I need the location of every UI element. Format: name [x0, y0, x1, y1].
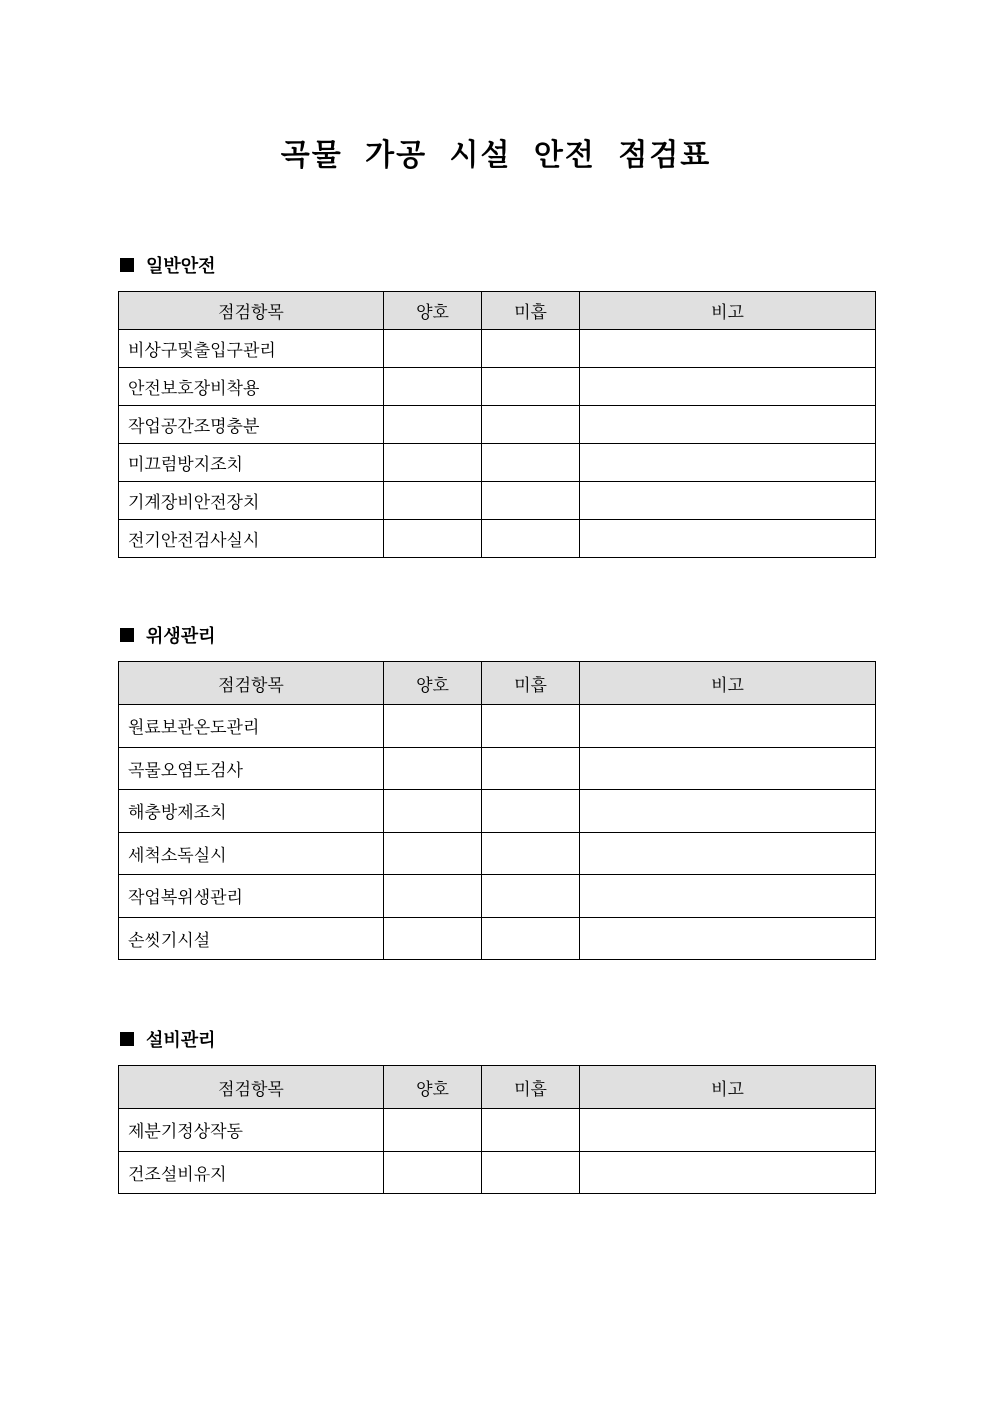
- item-cell: 안전보호장비착용: [119, 368, 384, 406]
- remarks-cell[interactable]: [580, 520, 876, 558]
- remarks-cell[interactable]: [580, 406, 876, 444]
- item-cell: 작업공간조명충분: [119, 406, 384, 444]
- checklist-table: [118, 1065, 876, 1194]
- table-row: [119, 1109, 876, 1152]
- column-header-poor: 미흡: [482, 292, 580, 330]
- section-heading-label: 일반안전: [146, 256, 216, 277]
- table-row: [119, 875, 876, 918]
- table-header-row: [119, 1066, 876, 1109]
- item-cell: 세척소독실시: [119, 832, 384, 875]
- item-cell: 건조설비유지: [119, 1151, 384, 1194]
- remarks-cell[interactable]: [580, 1151, 876, 1194]
- poor-cell[interactable]: [482, 875, 580, 918]
- table-row: [119, 406, 876, 444]
- column-header-remarks: 비고: [580, 662, 876, 705]
- good-cell[interactable]: [384, 790, 482, 833]
- table-row: [119, 444, 876, 482]
- good-cell[interactable]: [384, 1151, 482, 1194]
- column-header-good: 양호: [384, 1066, 482, 1109]
- checklist-table: [118, 661, 876, 960]
- poor-cell[interactable]: [482, 790, 580, 833]
- table-row: [119, 520, 876, 558]
- poor-cell[interactable]: [482, 705, 580, 748]
- column-header-poor: 미흡: [482, 662, 580, 705]
- remarks-cell[interactable]: [580, 832, 876, 875]
- good-cell[interactable]: [384, 747, 482, 790]
- remarks-cell[interactable]: [580, 368, 876, 406]
- black-square-bullet-icon: [120, 1032, 134, 1046]
- section-equipment: [118, 1027, 875, 1194]
- column-header-item: 점검항목: [119, 662, 384, 705]
- good-cell[interactable]: [384, 406, 482, 444]
- good-cell[interactable]: [384, 520, 482, 558]
- remarks-cell[interactable]: [580, 482, 876, 520]
- table-header-row: [119, 292, 876, 330]
- column-header-poor: 미흡: [482, 1066, 580, 1109]
- item-cell: 해충방제조치: [119, 790, 384, 833]
- remarks-cell[interactable]: [580, 444, 876, 482]
- poor-cell[interactable]: [482, 1109, 580, 1152]
- poor-cell[interactable]: [482, 1151, 580, 1194]
- good-cell[interactable]: [384, 1109, 482, 1152]
- item-cell: 전기안전검사실시: [119, 520, 384, 558]
- item-cell: 비상구및출입구관리: [119, 330, 384, 368]
- column-header-remarks: 비고: [580, 1066, 876, 1109]
- item-cell: 미끄럼방지조치: [119, 444, 384, 482]
- item-cell: 곡물오염도검사: [119, 747, 384, 790]
- remarks-cell[interactable]: [580, 917, 876, 960]
- good-cell[interactable]: [384, 875, 482, 918]
- remarks-cell[interactable]: [580, 705, 876, 748]
- item-cell: 제분기정상작동: [119, 1109, 384, 1152]
- table-row: [119, 747, 876, 790]
- good-cell[interactable]: [384, 917, 482, 960]
- remarks-cell[interactable]: [580, 1109, 876, 1152]
- good-cell[interactable]: [384, 368, 482, 406]
- document-title: 곡물 가공 시설 안전 점검표: [280, 138, 712, 173]
- column-header-remarks: 비고: [580, 292, 876, 330]
- table-row: [119, 705, 876, 748]
- table-row: [119, 330, 876, 368]
- table-row: [119, 1151, 876, 1194]
- table-header-row: [119, 662, 876, 705]
- good-cell[interactable]: [384, 330, 482, 368]
- item-cell: 작업복위생관리: [119, 875, 384, 918]
- black-square-bullet-icon: [120, 258, 134, 272]
- poor-cell[interactable]: [482, 368, 580, 406]
- checklist-table: [118, 291, 876, 558]
- table-row: [119, 368, 876, 406]
- column-header-item: 점검항목: [119, 292, 384, 330]
- section-heading: [118, 623, 875, 647]
- table-row: [119, 917, 876, 960]
- section-heading: [118, 1027, 875, 1051]
- section-general-safety: [118, 253, 875, 558]
- poor-cell[interactable]: [482, 520, 580, 558]
- item-cell: 손씻기시설: [119, 917, 384, 960]
- good-cell[interactable]: [384, 832, 482, 875]
- section-heading-label: 위생관리: [146, 626, 216, 647]
- table-row: [119, 482, 876, 520]
- poor-cell[interactable]: [482, 444, 580, 482]
- poor-cell[interactable]: [482, 747, 580, 790]
- good-cell[interactable]: [384, 705, 482, 748]
- poor-cell[interactable]: [482, 917, 580, 960]
- good-cell[interactable]: [384, 482, 482, 520]
- section-hygiene: [118, 623, 875, 960]
- column-header-good: 양호: [384, 662, 482, 705]
- column-header-item: 점검항목: [119, 1066, 384, 1109]
- remarks-cell[interactable]: [580, 875, 876, 918]
- column-header-good: 양호: [384, 292, 482, 330]
- section-heading-label: 설비관리: [146, 1030, 216, 1051]
- poor-cell[interactable]: [482, 832, 580, 875]
- black-square-bullet-icon: [120, 628, 134, 642]
- section-heading: [118, 253, 875, 277]
- poor-cell[interactable]: [482, 482, 580, 520]
- table-row: [119, 832, 876, 875]
- poor-cell[interactable]: [482, 406, 580, 444]
- remarks-cell[interactable]: [580, 790, 876, 833]
- item-cell: 기계장비안전장치: [119, 482, 384, 520]
- poor-cell[interactable]: [482, 330, 580, 368]
- remarks-cell[interactable]: [580, 747, 876, 790]
- remarks-cell[interactable]: [580, 330, 876, 368]
- table-row: [119, 790, 876, 833]
- item-cell: 원료보관온도관리: [119, 705, 384, 748]
- good-cell[interactable]: [384, 444, 482, 482]
